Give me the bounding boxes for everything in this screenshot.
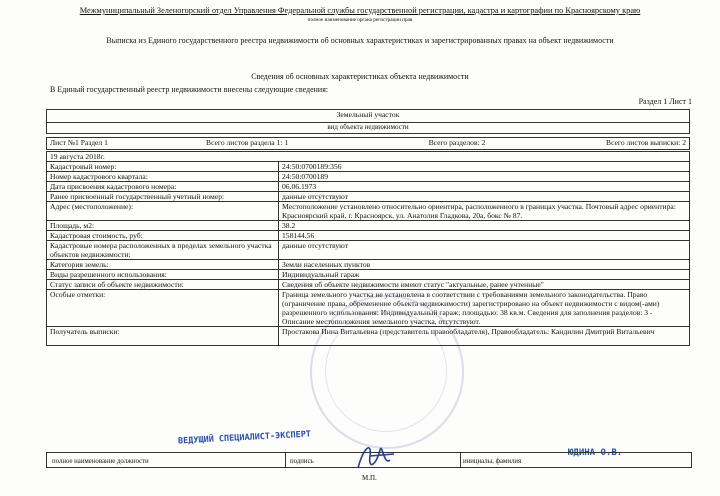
row-value: Индивидуальный гараж	[279, 270, 690, 280]
row-value: Сведения об объекте недвижимости имеют статус "актуальные, ранее учтенные"	[279, 280, 690, 290]
row-label: Особые отметки:	[47, 290, 279, 327]
row-value: 38.2	[279, 221, 690, 231]
row-label: Кадастровые номера расположенных в пределах земельного участка объектов недвижимости:	[47, 241, 279, 260]
row-label: Виды разрешенного использования:	[47, 270, 279, 280]
row-label: Кадастровая стоимость, руб:	[47, 231, 279, 241]
row-label: Номер кадастрового квартала:	[47, 172, 279, 182]
row-value: 24:50:0700189	[279, 172, 690, 182]
row-value: 24:50:0700189:356	[279, 162, 690, 172]
mp-label: М.П.	[362, 474, 377, 482]
row-value: Земли населенных пунктов	[279, 260, 690, 270]
characteristics-table	[46, 151, 690, 346]
section-sheet: Раздел 1 Лист 1	[638, 97, 692, 106]
row-label: Площадь, м2:	[47, 221, 279, 231]
row-value: Граница земельного участка не установлена в соответствии с требованиями земельного законодательства. Право (ограничение права, обременение объекта недвижимости) зарегистрировано на объект недвижимости с видом(-ами) разрешенного использования: Индивидуальный гараж; площадью: 38 кв.м. Сведения для заполнения разделов: 3 - Описание местоположения земельного участка, отсутствуют.	[279, 290, 690, 327]
object-type-table	[46, 109, 690, 134]
sections-total: Всего разделов: 2	[379, 138, 535, 150]
sheet-number: Лист №1 Раздел 1	[47, 138, 204, 150]
intro-text: В Единый государственный реестр недвижимости внесены следующие сведения:	[50, 85, 329, 94]
sheet-info-table	[46, 137, 690, 150]
row-label: Ранее присвоенный государственный учетный номер:	[47, 192, 279, 202]
row-label: Кадастровый номер:	[47, 162, 279, 172]
row-label: Статус записи об объекте недвижимости:	[47, 280, 279, 290]
organization-name: Межмуниципальный Зеленогорский отдел Управления Федеральной службы государственной регистрации, кадастра и картографии по Красноярскому краю	[79, 6, 641, 15]
info-title: Сведения об основных характеристиках объекта недвижимости	[251, 72, 469, 81]
row-label: Категория земель:	[47, 260, 279, 270]
name-stamp: ЮДИНА О.В.	[568, 448, 623, 458]
extract-title: Выписка из Единого государственного реестра недвижимости об основных характеристиках и зарегистрированных правах на объект недвижимости	[106, 36, 614, 45]
sheets-total-extract: Всего листов выписки: 2	[535, 138, 690, 150]
row-value: данные отсутствуют	[279, 192, 690, 202]
row-value: 06.06.1973	[279, 182, 690, 192]
name-caption: инициалы, фамилия	[463, 458, 522, 465]
signature-caption: подпись	[290, 458, 314, 465]
position-caption: полное наименование должности	[52, 458, 149, 465]
row-value: данные отсутствуют	[279, 241, 690, 260]
extract-date: 19 августа 2018г.	[47, 152, 690, 162]
row-label: Дата присвоения кадастрового номера:	[47, 182, 279, 192]
row-value: 158144.56	[279, 231, 690, 241]
object-type-caption: вид объекта недвижимости	[47, 123, 690, 134]
row-label: Получатель выписки:	[47, 327, 279, 346]
row-value: Простакова Инна Витальевна (представитель правообладателя), Правообладатель: Кандилин Дмитрий Витальевич	[279, 327, 690, 346]
object-type: Земельный участок	[47, 110, 690, 123]
sheet-total-section: Всего листов раздела 1: 1	[203, 138, 379, 150]
row-label: Адрес (местоположение):	[47, 202, 279, 221]
position-stamp: ВЕДУЩИЙ СПЕЦИАЛИСТ-ЭКСПЕРТ	[177, 429, 312, 447]
row-value: Местоположение установлено относительно ориентира, расположенного в границах участка. Почтовый адрес ориентира: Красноярский край, г. Красноярск, ул. Анатолия Гладкова, 20а, бокс № 87.	[279, 202, 690, 221]
organization-caption: полное наименование органа регистрации прав	[307, 17, 413, 23]
